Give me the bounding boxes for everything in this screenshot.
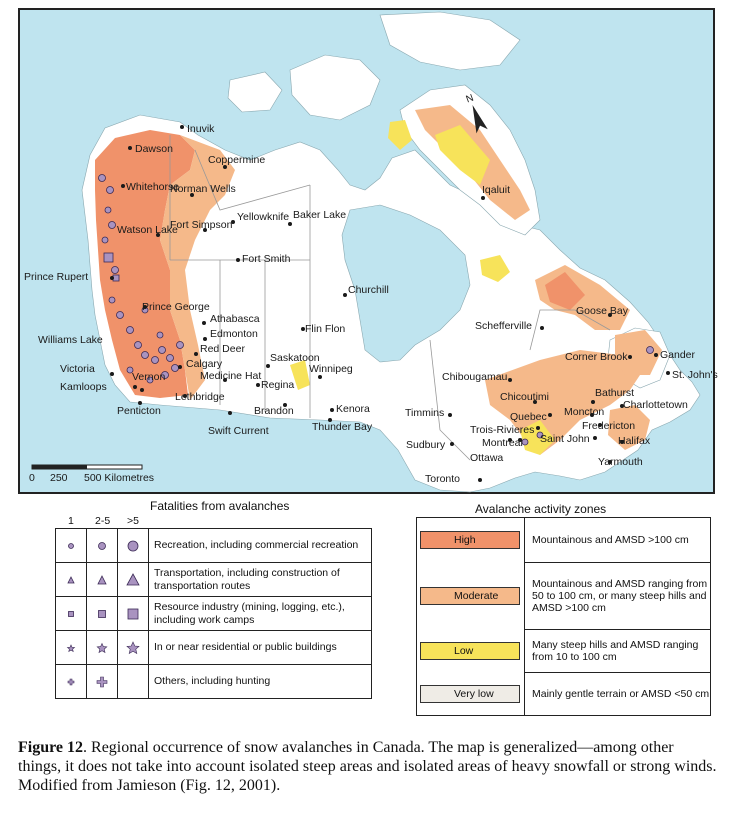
legend-row — [56, 631, 372, 665]
city-label: Churchill — [348, 284, 389, 296]
zone-swatch-low: Low — [420, 642, 520, 660]
map — [18, 8, 718, 494]
city-label: Medicine Hat — [200, 370, 262, 382]
city-label: Charlottetown — [623, 399, 688, 411]
square-large-icon — [126, 607, 140, 621]
circle-medium-icon — [95, 539, 109, 553]
city-label: Iqaluit — [482, 184, 511, 196]
circle-large-icon — [126, 539, 140, 553]
figure-label: Figure 12 — [18, 739, 84, 756]
city-label: Chibougamau — [442, 371, 508, 383]
fatalities-columns — [58, 515, 158, 527]
legend-row — [56, 529, 372, 563]
city-label: Vernon — [132, 371, 166, 383]
arctic-island-2 — [380, 12, 520, 70]
fatalities-legend-title: Fatalities from avalanches — [150, 499, 290, 513]
city-label: Swift Current — [208, 425, 269, 437]
zone-description: Many steep hills and AMSD ranging from 10 to 100 cm — [525, 630, 711, 673]
city-label: Schefferville — [475, 320, 533, 332]
zone-description: Mountainous and AMSD >100 cm — [525, 518, 711, 563]
legend-label: Transportation, including construction of transportation routes — [149, 563, 372, 597]
zone-swatch-high: High — [420, 531, 520, 549]
city-label: Williams Lake — [38, 334, 103, 346]
city-label: Winnipeg — [309, 363, 353, 375]
city-label: Brandon — [254, 405, 294, 417]
city-label: Penticton — [117, 405, 161, 417]
star-medium-icon — [95, 641, 109, 655]
legend-label: In or near residential or public buildings — [149, 631, 372, 665]
column-label: >5 — [127, 515, 139, 527]
city-label: Fredericton — [582, 420, 636, 432]
city-label: Montreal — [482, 437, 523, 449]
city-label: Watson Lake — [117, 224, 178, 236]
city-label: Red Deer — [200, 343, 245, 355]
city-label: Quebec — [510, 411, 547, 423]
zone-description: Mountainous and AMSD ranging from 50 to 100 cm, or many steep hills and AMSD >100 cm — [525, 563, 711, 630]
city-label: Lethbridge — [175, 391, 225, 403]
city-label: Fort Smith — [242, 253, 291, 265]
legend-label: Resource industry (mining, logging, etc.), including work camps — [149, 597, 372, 631]
canada-map — [20, 10, 718, 492]
city-label: Calgary — [186, 358, 223, 370]
triangle-large-icon — [126, 573, 140, 587]
city-label: Sudbury — [406, 439, 446, 451]
circle-small-icon — [64, 539, 78, 553]
city-label: Flin Flon — [305, 323, 346, 335]
city-label: Saskatoon — [270, 352, 320, 364]
arctic-island-3 — [228, 72, 282, 112]
column-label: 2-5 — [95, 515, 111, 527]
city-label: Gander — [660, 349, 696, 361]
city-label: Trois-Rivieres — [470, 424, 535, 436]
square-medium-icon — [95, 607, 109, 621]
zone-row — [417, 630, 711, 673]
arctic-island-1 — [290, 55, 380, 120]
star-large-icon — [126, 641, 140, 655]
cross-medium-icon — [95, 675, 109, 689]
city-label: Victoria — [60, 363, 95, 375]
zone-swatch-moderate: Moderate — [420, 587, 520, 605]
city-label: Goose Bay — [576, 305, 628, 317]
legend-row — [56, 665, 372, 699]
city-label: Corner Brook — [565, 351, 628, 363]
city-label: Coppermine — [208, 154, 266, 166]
scale-tick-label: 0 — [29, 472, 35, 484]
city-label: Halifax — [618, 435, 651, 447]
legend-row — [56, 563, 372, 597]
city-label: Prince Rupert — [24, 271, 89, 283]
city-label: Ottawa — [470, 452, 504, 464]
legend-label: Others, including hunting — [149, 665, 372, 699]
city-label: Dawson — [135, 143, 173, 155]
city-label: Yellowknife — [237, 211, 290, 223]
activity-legend-title: Avalanche activity zones — [475, 502, 607, 516]
city-label: Toronto — [425, 473, 461, 485]
city-label: Inuvik — [187, 123, 215, 135]
city-label: Regina — [261, 379, 295, 391]
scale-bar — [29, 465, 154, 484]
zone-swatch-very-low: Very low — [420, 685, 520, 703]
city-label: Edmonton — [210, 328, 258, 340]
figure-caption — [18, 738, 718, 795]
city-label: Whitehorse — [126, 181, 180, 193]
city-label: Saint John — [540, 433, 590, 445]
star-small-icon — [64, 641, 78, 655]
zone-row — [417, 518, 711, 563]
city-label: Baker Lake — [293, 209, 347, 221]
city-label: St. John's — [672, 369, 718, 381]
zone-row — [417, 673, 711, 716]
square-small-icon — [64, 607, 78, 621]
city-label: Norman Wells — [170, 183, 236, 195]
city-label: Thunder Bay — [312, 421, 373, 433]
zone-description: Mainly gentle terrain or AMSD <50 cm — [532, 687, 710, 700]
city-label: Moncton — [564, 406, 605, 418]
city-label: Fort Simpson — [170, 219, 233, 231]
activity-legend-table — [416, 517, 711, 716]
city-label: Timmins — [405, 407, 445, 419]
legend-label: Recreation, including commercial recreation — [149, 529, 372, 563]
city-label: Kamloops — [60, 381, 107, 393]
caption-text: . Regional occurrence of snow avalanches in Canada. The map is generalized—among other things, it does not take into account isolated steep areas and isolated areas of heavy snowfall or strong winds. Modified from Jamieson (Fig. 12, 2001). — [18, 739, 717, 794]
scale-tick-label: 250 — [50, 472, 68, 484]
city-label: Chicoutimi — [500, 391, 550, 403]
column-label: 1 — [68, 515, 74, 527]
city-label: Prince George — [142, 301, 210, 313]
triangle-medium-icon — [95, 573, 109, 587]
triangle-small-icon — [64, 573, 78, 587]
legend-row — [56, 597, 372, 631]
city-label: Athabasca — [210, 313, 260, 325]
scale-tick-label: 500 Kilometres — [84, 472, 155, 484]
cross-small-icon — [64, 675, 78, 689]
city-label: Yarmouth — [598, 456, 643, 468]
fatalities-legend-table — [55, 528, 372, 699]
city-label: Kenora — [336, 403, 370, 415]
zone-row — [417, 563, 711, 630]
city-label: Bathurst — [595, 387, 635, 399]
north-label: N — [464, 92, 476, 106]
